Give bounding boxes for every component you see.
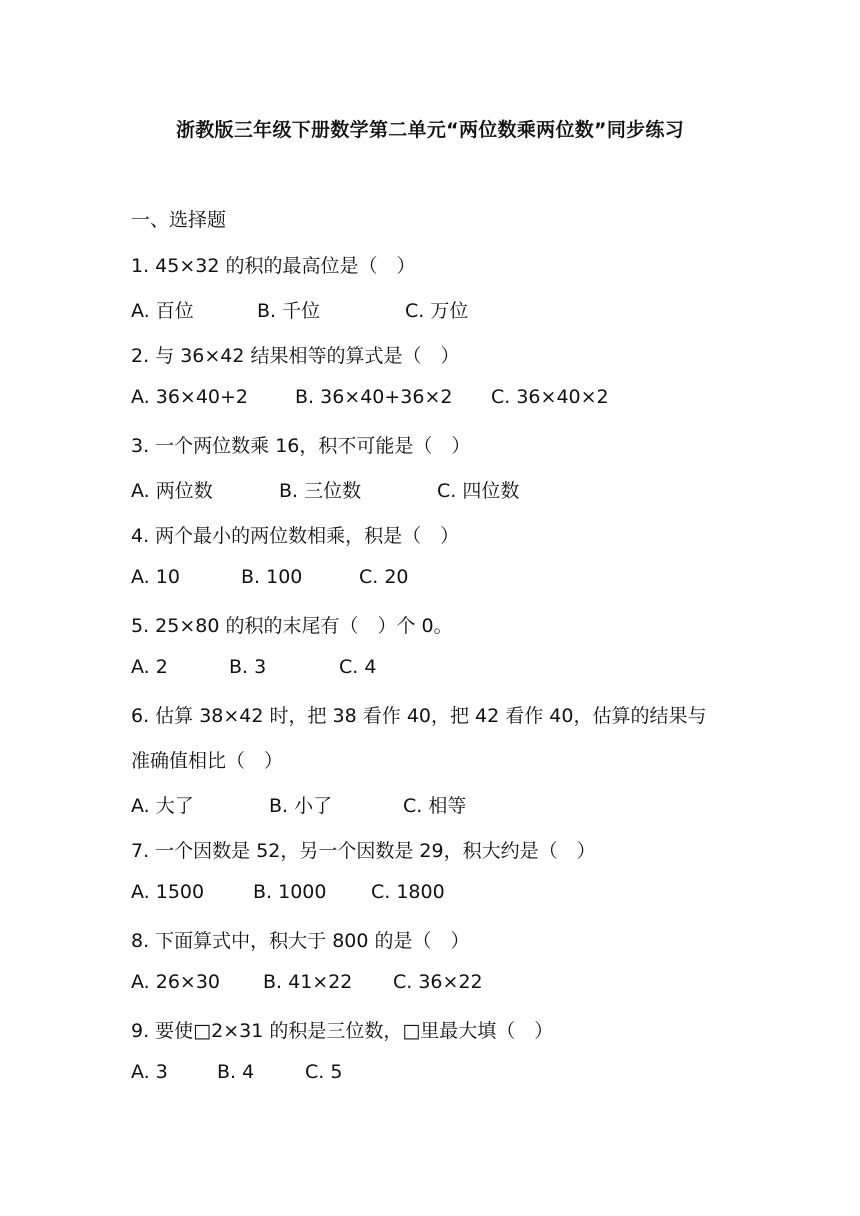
option-c: C. 36×22 [393,971,483,993]
option-a: A. 1500 [131,881,205,903]
option-b: B. 41×22 [263,971,353,993]
question-4: 4. 两个最小的两位数相乘，积是（ ） [131,525,460,547]
question-6: 6. 估算 38×42 时，把 38 看作 40，把 42 看作 40，估算的结果与 [131,705,707,727]
option-c: C. 36×40×2 [491,386,609,408]
question-6-continued: 准确值相比（ ） [131,750,284,772]
option-c: C. 四位数 [437,480,520,502]
question-9: 9. 要使□2×31 的积是三位数，□里最大填（ ） [131,1020,554,1042]
option-b: B. 1000 [253,881,327,903]
option-b: B. 3 [229,656,267,678]
option-a: A. 3 [131,1061,168,1083]
option-b: B. 小了 [269,795,333,817]
option-c: C. 4 [339,656,377,678]
option-a: A. 26×30 [131,971,221,993]
option-c: C. 1800 [371,881,445,903]
question-2: 2. 与 36×42 结果相等的算式是（ ） [131,345,460,367]
option-b: B. 4 [217,1061,255,1083]
question-1: 1. 45×32 的积的最高位是（ ） [131,255,416,277]
option-c: C. 相等 [403,795,467,817]
question-3: 3. 一个两位数乘 16，积不可能是（ ） [131,435,471,457]
option-a: A. 大了 [131,795,194,817]
question-7: 7. 一个因数是 52，另一个因数是 29，积大约是（ ） [131,840,596,862]
option-c: C. 万位 [405,300,469,322]
option-b: B. 100 [241,566,303,588]
option-a: A. 2 [131,656,168,678]
option-c: C. 5 [305,1061,343,1083]
option-a: A. 百位 [131,300,194,322]
option-b: B. 三位数 [279,480,362,502]
option-b: B. 千位 [257,300,321,322]
option-c: C. 20 [359,566,409,588]
option-a: A. 36×40+2 [131,386,249,408]
option-a: A. 两位数 [131,480,213,502]
option-a: A. 10 [131,566,180,588]
question-5: 5. 25×80 的积的末尾有（ ）个 0。 [131,615,453,637]
question-8: 8. 下面算式中，积大于 800 的是（ ） [131,930,470,952]
option-b: B. 36×40+36×2 [295,386,453,408]
section-heading: 一、选择题 [131,209,227,231]
document-title: 浙教版三年级下册数学第二单元“两位数乘两位数”同步练习 [175,119,685,141]
